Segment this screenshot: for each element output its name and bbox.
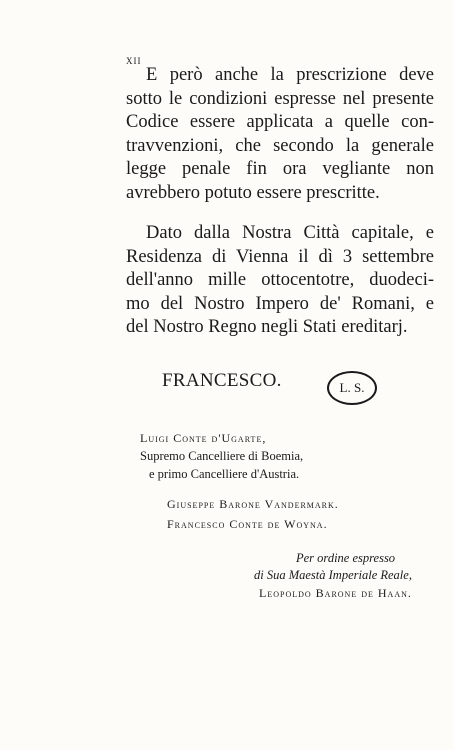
signatory-baron: Giuseppe Barone Vandermark. <box>167 497 339 511</box>
paragraph-prescription <box>126 64 434 205</box>
text-line: del Nostro Regno negli Stati ereditarj. <box>126 317 408 337</box>
text-line: Residenza di Vienna il dì 3 settembre <box>126 246 434 267</box>
signatory-count: Francesco Conte de Woyna. <box>167 517 328 531</box>
page-number: xii <box>126 52 142 67</box>
seal-label: L. S. <box>339 380 365 395</box>
paragraph-dating <box>126 222 434 340</box>
text-line: legge penale fin ora vegliante non <box>126 159 434 179</box>
order-line: di Sua Maestà Imperiale Reale, <box>254 568 412 582</box>
text-line: Dato dalla Nostra Città capitale, e <box>146 223 434 243</box>
text-line: avrebbero potuto essere prescritte. <box>126 182 380 203</box>
seal-stamp <box>327 371 377 405</box>
order-line: Per ordine espresso <box>296 551 396 565</box>
sovereign-signature: FRANCESCO. <box>162 370 282 391</box>
text-line: mo del Nostro Impero de' Romani, e <box>126 293 434 314</box>
chancellor-name: Luigi Conte d'Ugarte, <box>140 431 267 445</box>
text-line: Codice essere applicata a quelle con- <box>126 112 434 132</box>
text-line: sotto le condizioni espresse nel presente <box>126 88 434 109</box>
text-line: dell'anno mille ottocentotre, duodeci- <box>126 270 434 290</box>
chancellor-title: Supremo Cancelliere di Boemia, <box>140 449 304 463</box>
text-line: E però anche la prescrizione deve <box>146 65 434 85</box>
chancellor-title: e primo Cancelliere d'Austria. <box>149 467 300 481</box>
text-line: travvenzioni, che secondo la generale <box>126 135 434 156</box>
order-signer: Leopoldo Barone de Haan. <box>259 586 412 600</box>
